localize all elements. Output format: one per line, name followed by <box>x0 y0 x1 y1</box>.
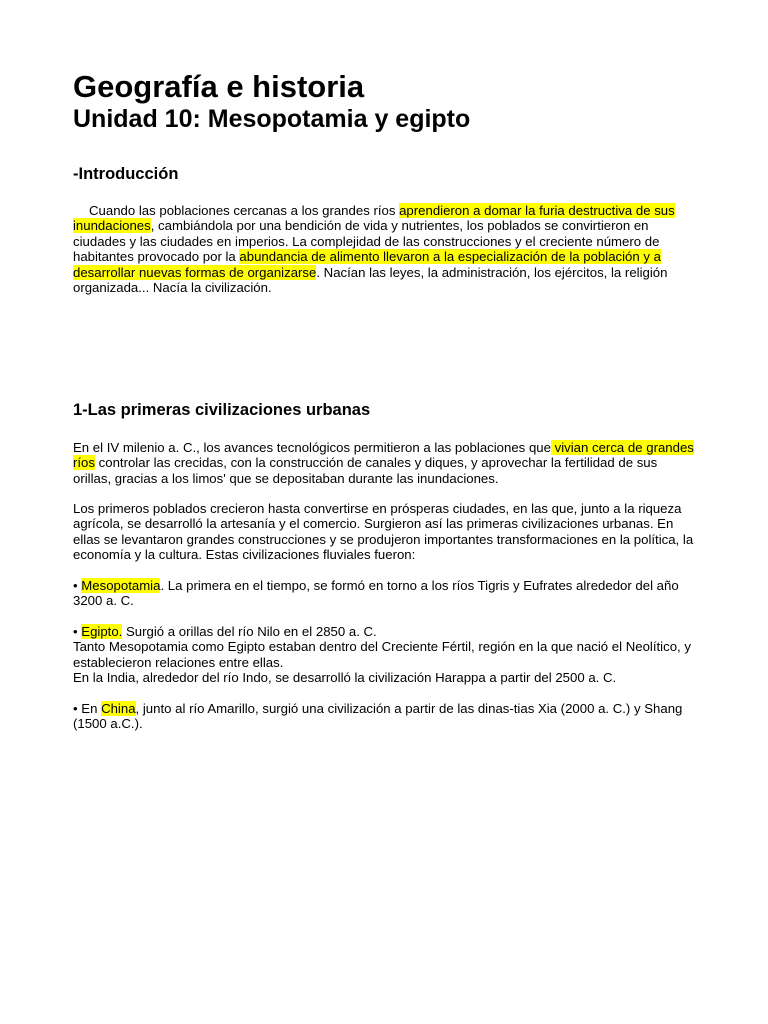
section1-p1-highlight: vivian cerca de grandes ríos <box>73 440 694 471</box>
intro-highlight-2: abundancia de alimento llevaron a la especialización de la población y a desarrollar nuevas formas de organizarse <box>73 249 661 280</box>
bullet3-text: , junto al río Amarillo, surgió una civilización a partir de las dinas-tias Xia (2000 a. C.) y Shang (1500 a.C.). <box>73 701 683 732</box>
intro-heading: -Introducción <box>73 165 179 183</box>
document-subtitle: Unidad 10: Mesopotamia y egipto <box>73 105 471 133</box>
bullet3-highlight: China <box>101 701 136 716</box>
bullet-egipto <box>73 624 697 686</box>
bullet3-prefix: • En <box>73 701 102 716</box>
section1-paragraph-1 <box>73 440 697 486</box>
section1-paragraph-2 <box>73 501 697 563</box>
intro-text-c: . Nacían las leyes, la administración, los ejércitos, la religión organizada... Nacía la civilización. <box>73 264 668 296</box>
bullet2-prefix: • <box>73 624 82 639</box>
bullet2-highlight: Egipto. <box>81 624 123 639</box>
bullet-china <box>73 701 697 732</box>
section1-p1-text-a: En el IV milenio a. C., los avances tecnológicos permitieron a las poblaciones que <box>73 440 551 455</box>
bullet2-text: Surgió a orillas del río Nilo en el 2850 a. C. <box>122 624 377 639</box>
intro-text-b: , cambiándola por una bendición de vida y nutrientes, los poblados se convirtieron en ciudades y las ciudades en imperios. La complejidad de las construcciones y el creciente número de habitantes provocado por la <box>73 218 660 265</box>
intro-text-a: Cuando las poblaciones cercanas a los grandes ríos <box>89 203 400 218</box>
intro-paragraph <box>73 203 697 295</box>
intro-highlight-1: aprendieron a domar la furia destructiva de sus inundaciones <box>73 203 675 234</box>
section1-heading: 1-Las primeras civilizaciones urbanas <box>73 401 371 419</box>
bullet1-highlight: Mesopotamia <box>81 578 161 593</box>
bullet1-prefix: • <box>73 578 82 593</box>
bullet-mesopotamia <box>73 578 697 609</box>
section1-p1-text-b: controlar las crecidas, con la construcción de canales y diques, y aprovechar la fertilidad de sus orillas, gracias a los limos' que se depositaban durante las inundaciones. <box>73 455 658 486</box>
bullet2-line-3: En la India, alrededor del río Indo, se desarrolló la civilización Harappa a partir del 2500 a. C. <box>73 670 617 686</box>
bullet2-line-2: Tanto Mesopotamia como Egipto estaban dentro del Creciente Fértil, región en la que nació el Neolítico, y establecieron relaciones entre ellas. <box>73 639 691 670</box>
section1-p2-text: Los primeros poblados crecieron hasta convertirse en prósperas ciudades, en las que, junto a la riqueza agrícola, se desarrolló la artesanía y el comercio. Surgieron así las primeras civilizaciones urbanas. En ellas se levantaron grandes construcciones y se produjeron importantes transformaciones en la política, la economía y la cultura. Estas civilizaciones fluviales fueron: <box>73 501 694 563</box>
document-title: Geografía e historia <box>73 69 365 104</box>
bullet1-text: . La primera en el tiempo, se formó en torno a los ríos Tigris y Eufrates alrededor del año 3200 a. C. <box>73 578 679 609</box>
